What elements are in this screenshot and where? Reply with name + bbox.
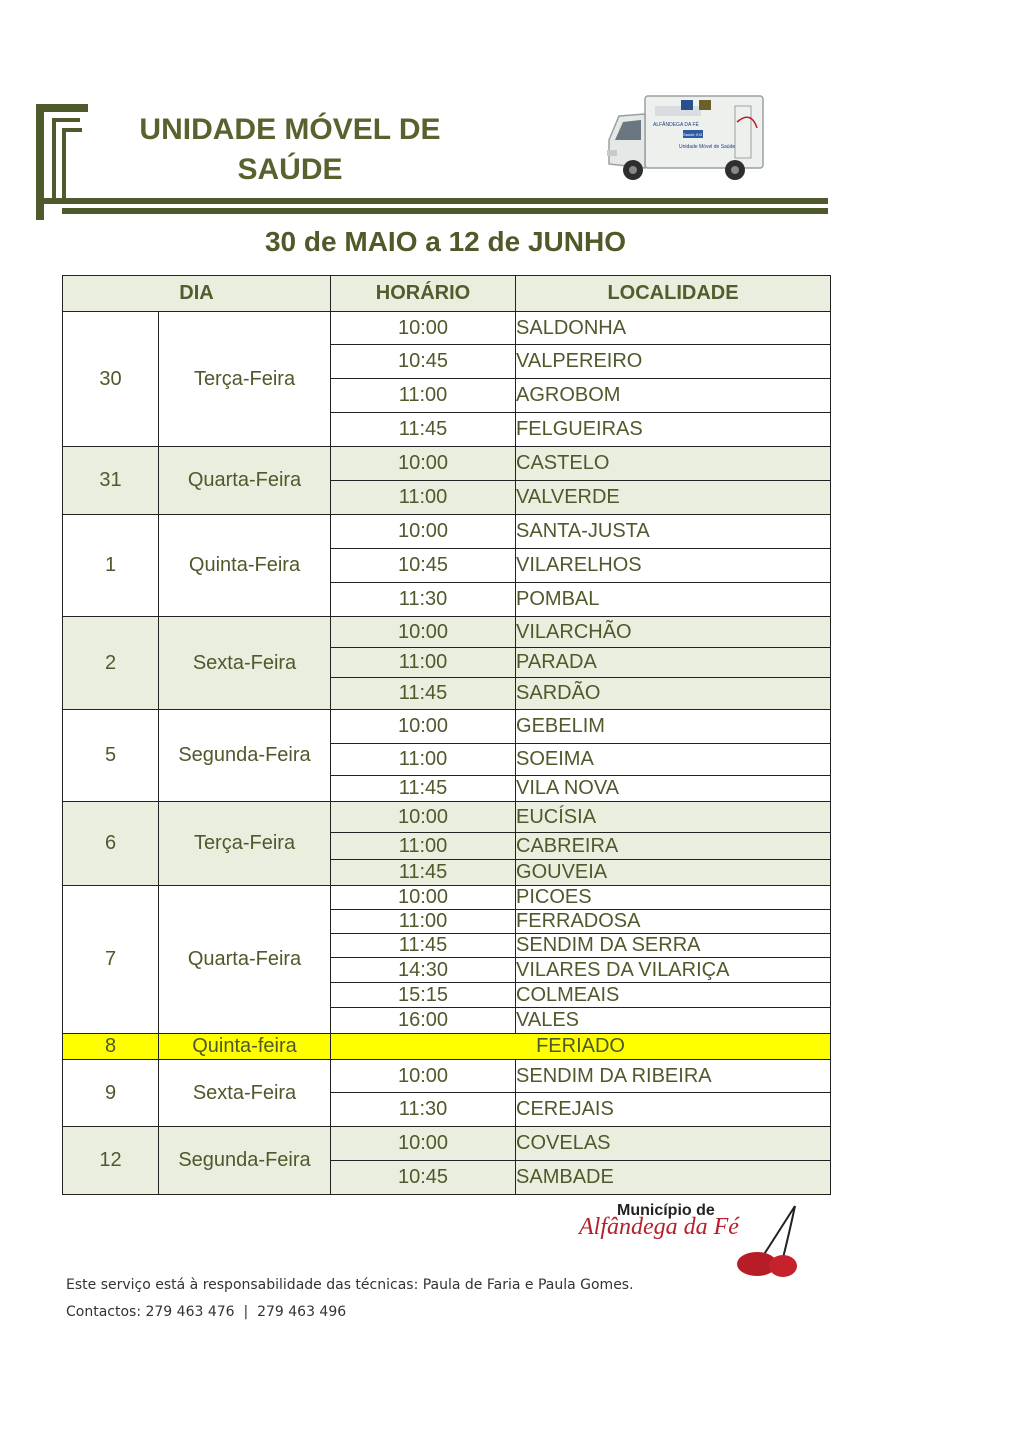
day-number: 12 [63,1127,159,1195]
weekday-name: Terça-Feira [159,312,331,447]
time-cell: 10:00 [331,515,516,549]
time-cell: 11:00 [331,744,516,776]
logo-line-2: Alfândega da Fé [579,1214,739,1240]
time-cell: 14:30 [331,958,516,983]
table-row [63,1060,831,1093]
holiday-label: FERIADO [331,1034,831,1060]
location-cell: VILARES DA VILARIÇA [516,958,831,983]
weekday-name: Sexta-Feira [159,617,331,710]
table-row [63,617,831,648]
time-cell: 10:00 [331,617,516,648]
time-cell: 10:45 [331,1161,516,1195]
time-cell: 11:00 [331,648,516,678]
time-cell: 10:00 [331,1127,516,1161]
weekday-name: Quinta-Feira [159,515,331,617]
table-row [63,802,831,833]
column-header-day: DIA [63,276,331,312]
time-cell: 16:00 [331,1008,516,1034]
svg-text:ALFÂNDEGA DA FÉ: ALFÂNDEGA DA FÉ [653,122,699,128]
location-cell: VALPEREIRO [516,345,831,379]
time-cell: 10:00 [331,802,516,833]
location-cell: GEBELIM [516,710,831,744]
time-cell: 11:00 [331,910,516,934]
location-cell: SENDIM DA SERRA [516,934,831,958]
location-cell: COLMEAIS [516,983,831,1008]
schedule-body [63,312,831,1195]
holiday-row [63,1034,831,1060]
day-number: 31 [63,447,159,515]
time-cell: 10:00 [331,710,516,744]
weekday-name: Segunda-Feira [159,1127,331,1195]
time-cell: 10:45 [331,549,516,583]
page-title: UNIDADE MÓVEL DE SAÚDE [139,113,441,186]
day-number: 7 [63,886,159,1034]
location-cell: VILA NOVA [516,776,831,802]
time-cell: 10:45 [331,345,516,379]
table-row [63,886,831,910]
day-number: 8 [63,1034,159,1060]
time-cell: 11:45 [331,860,516,886]
weekday-name: Quarta-Feira [159,886,331,1034]
time-cell: 10:00 [331,447,516,481]
weekday-name: Quinta-feira [159,1034,331,1060]
time-cell: 11:30 [331,583,516,617]
location-cell: CASTELO [516,447,831,481]
location-cell: CEREJAIS [516,1093,831,1127]
location-cell: SOEIMA [516,744,831,776]
footer-responsibility: Este serviço está à responsabilidade das técnicas: Paula de Faria e Paula Gomes. [66,1277,634,1293]
time-cell: 11:00 [331,481,516,515]
location-cell: SANTA-JUSTA [516,515,831,549]
footer-contacts: Contactos: 279 463 476 | 279 463 496 [66,1304,347,1320]
svg-text:Unidade Móvel de Saúde: Unidade Móvel de Saúde [679,144,736,150]
location-cell: VILARCHÃO [516,617,831,648]
column-header-time: HORÁRIO [331,276,516,312]
location-cell: FERRADOSA [516,910,831,934]
time-cell: 11:30 [331,1093,516,1127]
table-header-row [63,276,831,312]
ambulance-van-image [605,92,767,184]
table-row [63,710,831,744]
weekday-name: Sexta-Feira [159,1060,331,1127]
weekday-name: Segunda-Feira [159,710,331,802]
day-number: 30 [63,312,159,447]
time-cell: 10:00 [331,1060,516,1093]
logo-line-1: Município de [617,1202,715,1219]
time-cell: 11:00 [331,379,516,413]
location-cell: POMBAL [516,583,831,617]
weekday-name: Terça-Feira [159,802,331,886]
location-cell: VALES [516,1008,831,1034]
location-cell: VILARELHOS [516,549,831,583]
location-cell: VALVERDE [516,481,831,515]
time-cell: 10:00 [331,312,516,345]
time-cell: 11:45 [331,934,516,958]
time-cell: 11:45 [331,678,516,710]
column-header-location: LOCALIDADE [516,276,831,312]
time-cell: 11:45 [331,413,516,447]
time-cell: 11:00 [331,833,516,860]
location-cell: AGROBOM [516,379,831,413]
time-cell: 15:15 [331,983,516,1008]
time-cell: 11:45 [331,776,516,802]
schedule-table [62,275,831,1195]
date-range-heading: 30 de MAIO a 12 de JUNHO [264,226,626,257]
weekday-name: Quarta-Feira [159,447,331,515]
location-cell: CABREIRA [516,833,831,860]
day-number: 5 [63,710,159,802]
table-row [63,312,831,345]
time-cell: 10:00 [331,886,516,910]
svg-text:Saúde XXI: Saúde XXI [683,132,703,137]
day-number: 6 [63,802,159,886]
location-cell: SALDONHA [516,312,831,345]
day-number: 2 [63,617,159,710]
table-row [63,1127,831,1161]
location-cell: SARDÃO [516,678,831,710]
location-cell: SAMBADE [516,1161,831,1195]
day-number: 1 [63,515,159,617]
location-cell: GOUVEIA [516,860,831,886]
location-cell: SENDIM DA RIBEIRA [516,1060,831,1093]
municipality-logo [575,1200,805,1280]
table-row [63,447,831,481]
location-cell: PICOES [516,886,831,910]
cherry-icon [703,1204,803,1280]
location-cell: FELGUEIRAS [516,413,831,447]
location-cell: COVELAS [516,1127,831,1161]
location-cell: PARADA [516,648,831,678]
location-cell: EUCÍSIA [516,802,831,833]
day-number: 9 [63,1060,159,1127]
table-row [63,515,831,549]
